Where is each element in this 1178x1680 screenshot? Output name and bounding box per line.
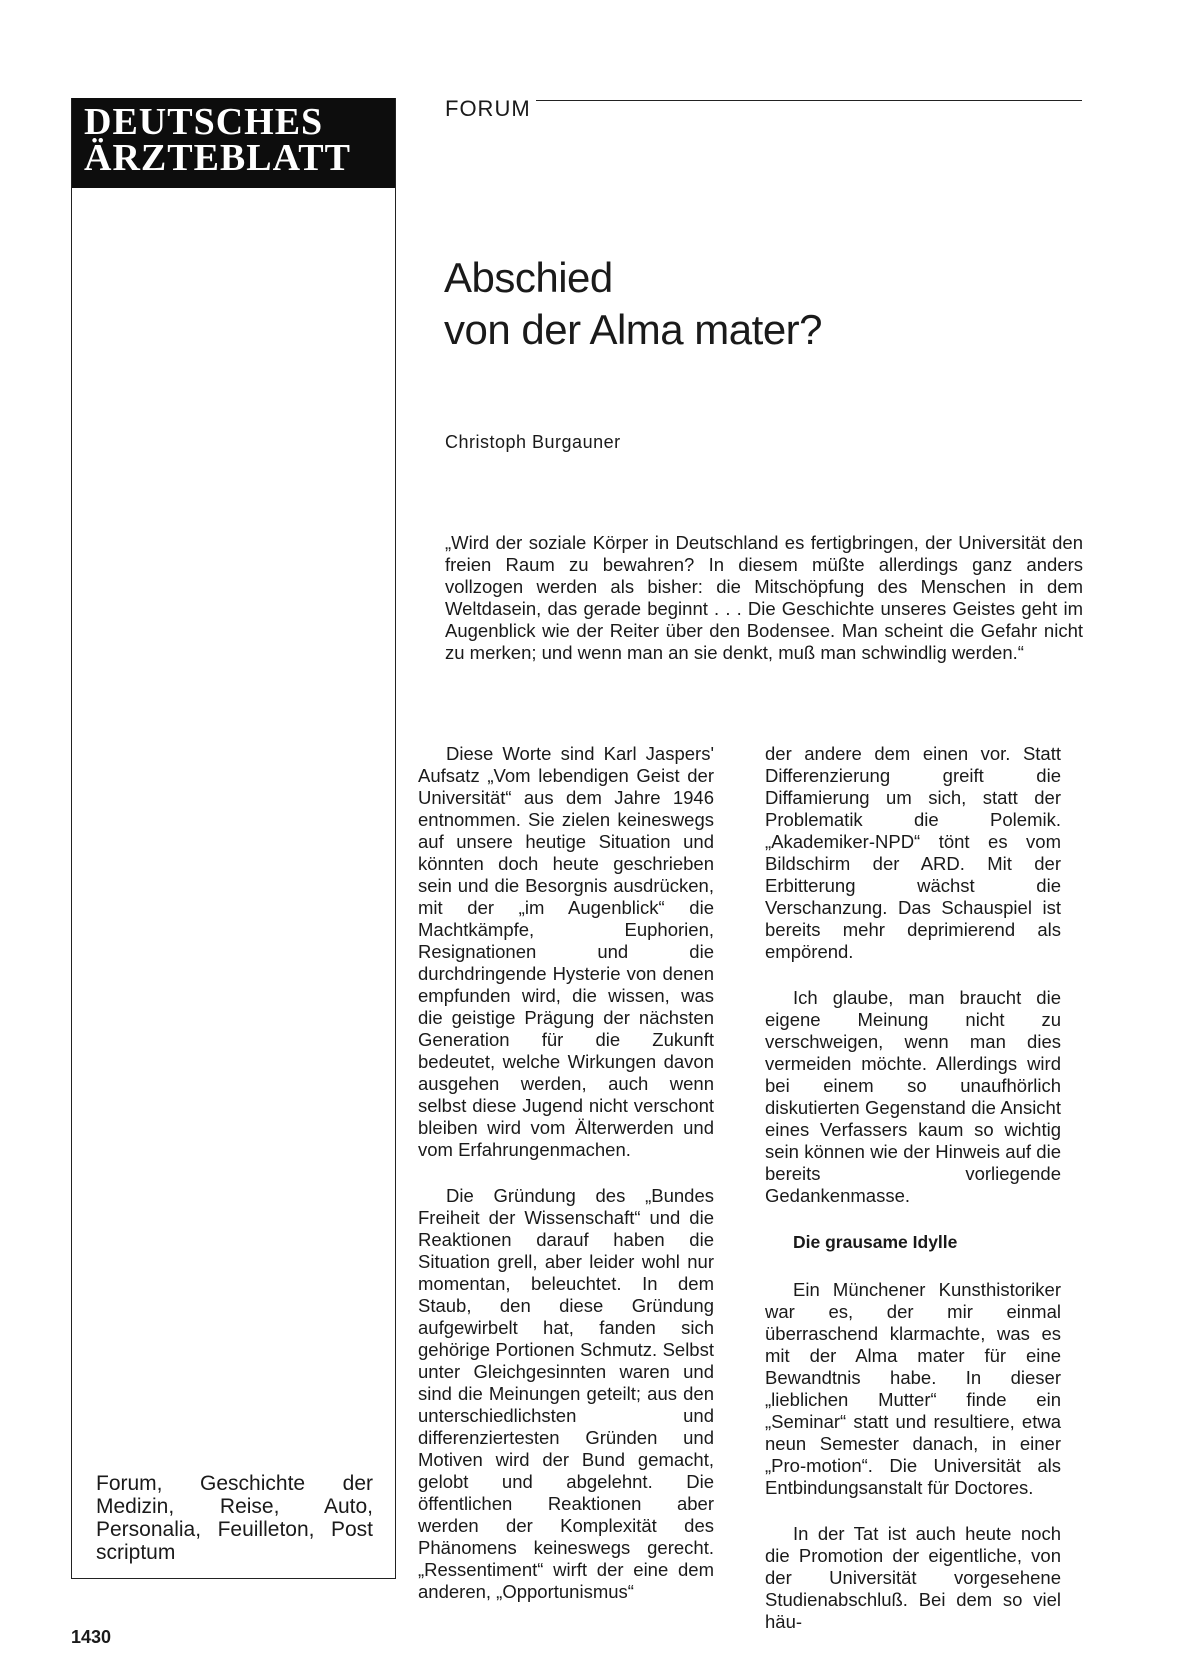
epigraph-quote: „Wird der soziale Körper in Deutschland es fertigbringen, der Universität den freien Raum zu bewahren? In diesem müßte allerdings ganz anders vollzogen werden als bisher: die Mitschöpfung des Menschen in dem Weltdasein, das gerade beginnt . . . Die Geschichte unseres Geistes geht im Augenblick wie der Reiter über den Bodensee. Man scheint die Gefahr nicht zu merken; und wenn man an sie denkt, muß man schwindlig werden.“	[445, 532, 1083, 663]
paragraph: Diese Worte sind Karl Jaspers' Aufsatz „Vom lebendigen Geist der Universität“ aus dem Jahre 1946 entnommen. Sie zielen keineswegs auf unsere heutige Situation und könnten doch heute geschrieben sein und die Besorgnis ausdrücken, mit der „im Augenblick“ die Machtkämpfe, Euphorien, Resignationen und die durchdringende Hysterie von denen empfunden wird, die wissen, was die geistige Prägung der nächsten Generation für die Zukunft bedeutet, welche Wirkungen davon ausgehen werden, auch wenn selbst diese Jugend nicht verschont bleiben wird vom Älterwerden und vom Erfahrungenmachen.	[418, 743, 714, 1160]
paragraph: In der Tat ist auch heute noch die Promotion der eigentliche, von der Universität vorgesehene Studienabschluß. Bei dem so viel häu-	[765, 1523, 1061, 1632]
masthead-line-2: ÄRZTEBLATT	[84, 137, 351, 179]
text-column-1	[418, 743, 714, 1627]
subheading: Die grausame Idylle	[793, 1232, 958, 1252]
sidebar	[71, 98, 396, 1579]
author-byline: Christoph Burgauner	[445, 432, 621, 452]
section-rule	[536, 100, 1082, 101]
paragraph: der andere dem einen vor. Statt Differenzierung greift die Diffamierung um sich, statt der Problematik die Polemik. „Akademiker-NPD“ tönt es vom Bildschirm der ARD. Mit der Erbitterung wächst die Verschanzung. Das Schauspiel ist bereits mehr deprimierend als empörend.	[765, 743, 1061, 962]
section-label: FORUM	[445, 96, 531, 121]
article-title	[444, 252, 1084, 356]
paragraph: Die Gründung des „Bundes Freiheit der Wissenschaft“ und die Reaktionen darauf haben die Situation grell, aber leider wohl nur momentan, beleuchtet. In dem Staub, den diese Gründung aufgewirbelt hat, fanden sich gehörige Portionen Schmutz. Selbst unter Gleichgesinnten waren und sind die Meinungen geteilt; aus den unterschiedlichsten und differenziertesten Gründen und Motiven wird der Bund gemacht, gelobt und abgelehnt. Die öffentlichen Reaktionen aber werden der Komplexität des Phänomens keineswegs gerecht. „Ressentiment“ wirft der eine dem anderen, „Opportunismus“	[418, 1185, 714, 1602]
paragraph: Ich glaube, man braucht die eigene Meinung nicht zu verschweigen, wenn man dies vermeiden möchte. Allerdings wird bei einem so unaufhörlich diskutierten Gegenstand die Ansicht eines Verfassers kaum so wichtig sein können wie der Hinweis auf die bereits vorliegende Gedankenmasse.	[765, 987, 1061, 1206]
paragraph: Ein Münchener Kunsthistoriker war es, der mir einmal überraschend klarmachte, was es mit der Alma mater für eine Bewandtnis habe. In dieser „lieblichen Mutter“ finde ein „Seminar“ statt und resultiere, etwa neun Semester danach, in einer „Pro-motion“. Die Universität als Entbindungsanstalt für Doctores.	[765, 1279, 1061, 1498]
masthead-line-1: DEUTSCHES	[84, 101, 324, 143]
masthead-logo	[72, 98, 395, 188]
sidebar-caption: Forum, Geschichte der Medizin, Reise, Auto, Personalia, Feuilleton, Post scriptum	[96, 1472, 373, 1564]
text-column-2	[765, 743, 1061, 1657]
title-line-1: Abschied	[444, 254, 613, 301]
title-line-2: von der Alma mater?	[444, 306, 823, 353]
page-number: 1430	[71, 1627, 112, 1647]
section-header	[445, 96, 1082, 126]
